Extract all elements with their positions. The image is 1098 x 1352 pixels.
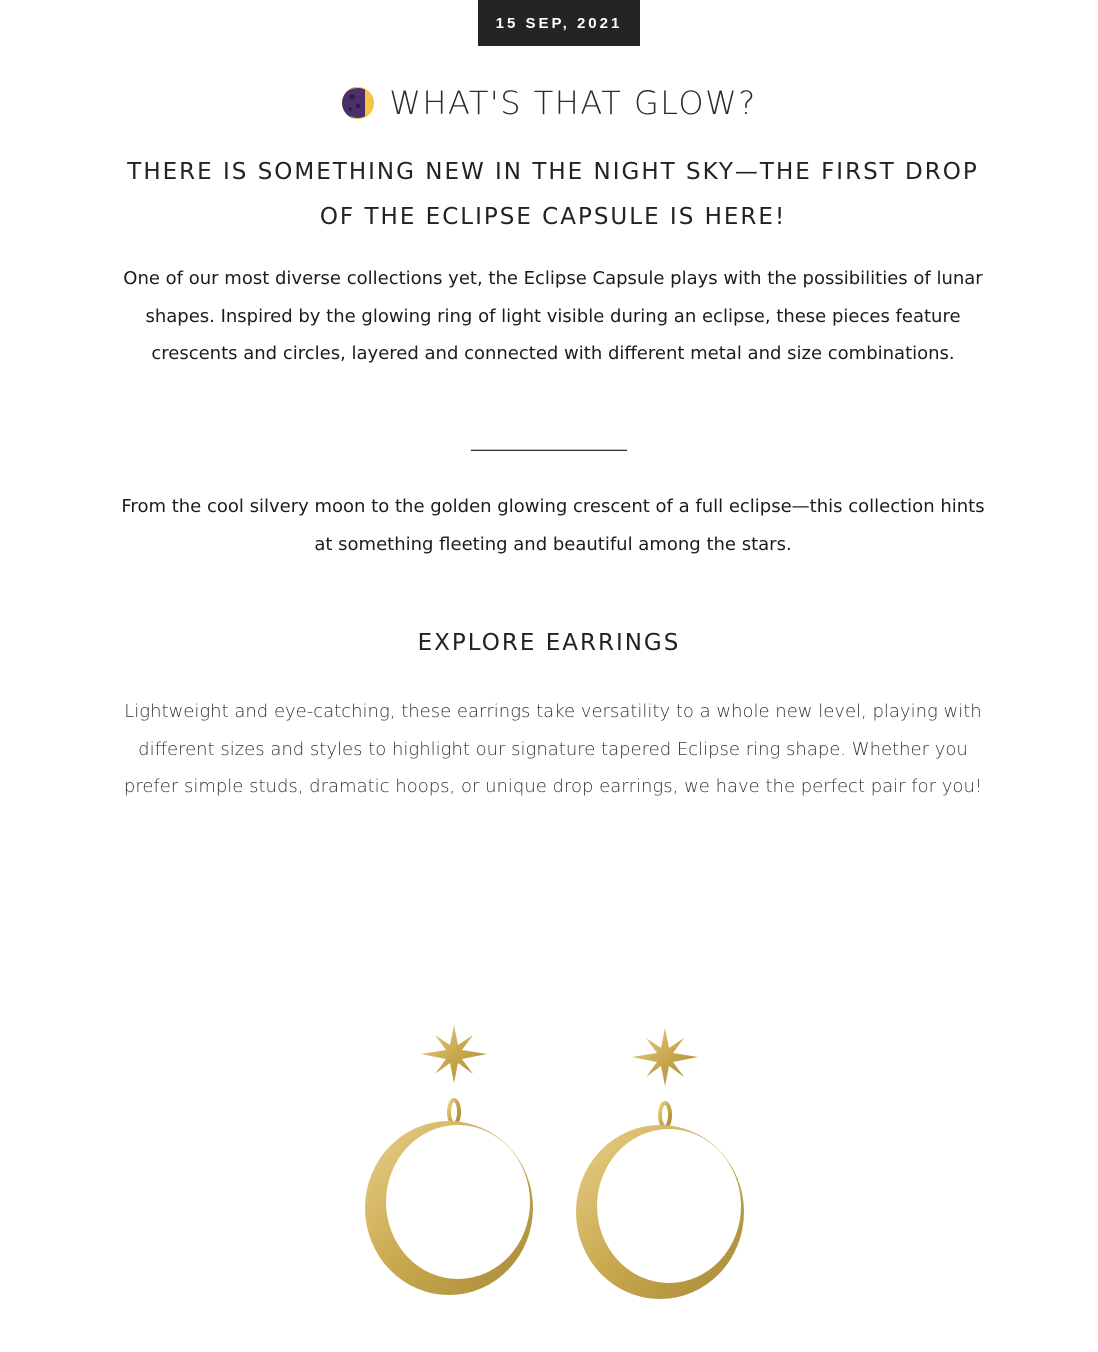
section-heading: EXPLORE EARRINGS — [417, 630, 681, 656]
post-subheading: THERE IS SOMETHING NEW IN THE NIGHT SKY—THE FIRST DROP OF THE ECLIPSE CAPSULE IS HERE! — [127, 159, 979, 230]
text-divider: ______________ — [471, 430, 627, 452]
right-earring — [576, 1028, 744, 1299]
left-earring — [365, 1025, 540, 1295]
moon-eclipse-icon — [341, 86, 375, 120]
section-body: Lightweight and eye-catching, these earrings take versatility to a whole new level, playing with different sizes and styles to highlight our signature tapered Eclipse ring shape. Whether you prefer simple studs, dramatic hoops, or unique drop earrings, we have the perfect pair for you! — [123, 701, 983, 797]
intro-paragraph: One of our most diverse collections yet, the Eclipse Capsule plays with the possibilities of lunar shapes. Inspired by the glowing ring of light visible during an eclipse, these pieces feature crescents and circles, layered and connected with different metal and size combinations. — [123, 268, 983, 364]
page-title: WHAT'S THAT GLOW? — [389, 84, 757, 122]
post-date-badge: 15 SEP, 2021 — [478, 0, 640, 46]
closing-paragraph: From the cool silvery moon to the golden glowing crescent of a full eclipse—this collection hints at something fleeting and beautiful among the stars. — [121, 496, 985, 555]
post-title-row — [0, 80, 1098, 126]
earrings-product-image[interactable] — [345, 1010, 765, 1320]
